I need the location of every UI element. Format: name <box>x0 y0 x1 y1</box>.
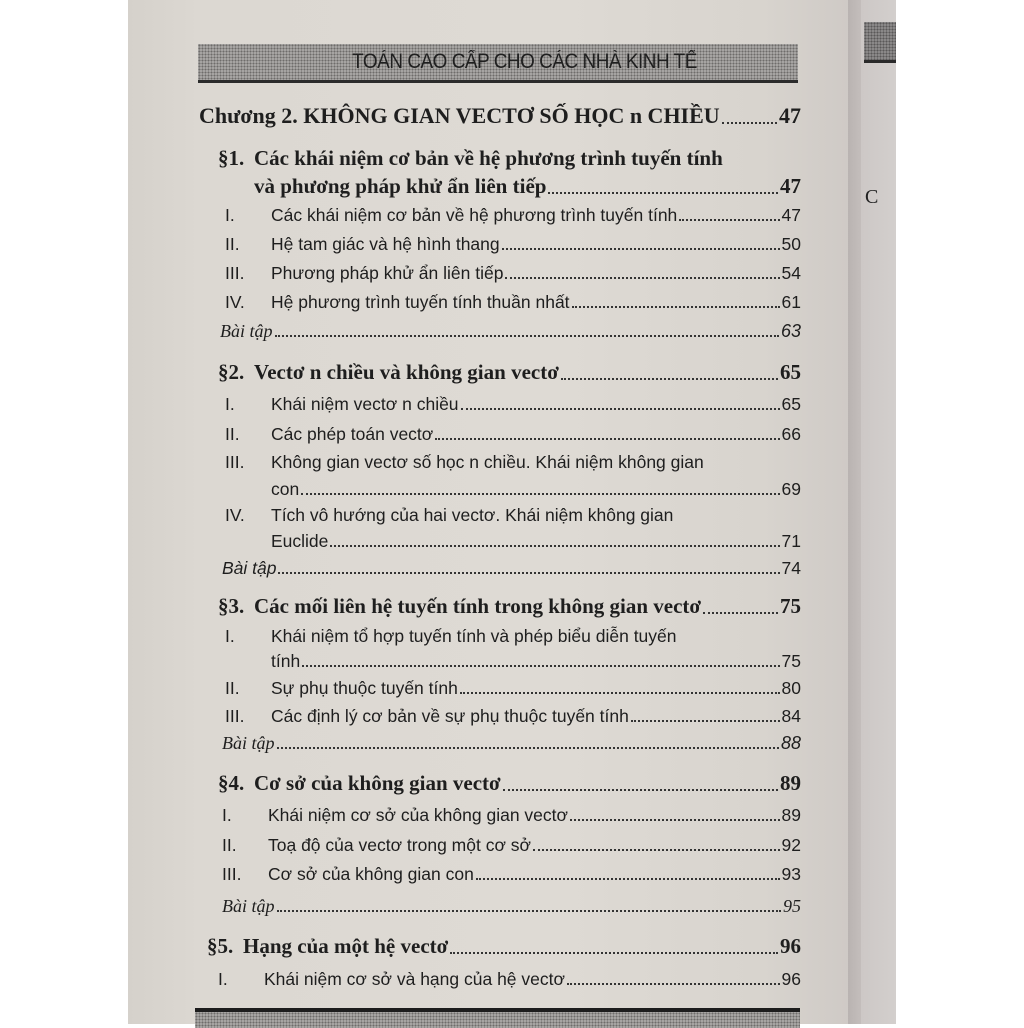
toc-item-line1 <box>225 505 673 526</box>
item-title: Hệ tam giác và hệ hình thang <box>271 234 500 254</box>
page-number: 71 <box>781 531 801 551</box>
item-title: Phương pháp khử ẩn liên tiếp <box>271 263 504 283</box>
toc-item <box>225 292 801 313</box>
item-title: Tích vô hướng của hai vectơ. Khái niệm không gian <box>271 505 674 525</box>
dot-leader <box>277 909 782 912</box>
toc-exercise <box>222 558 801 579</box>
section-number: §1. <box>218 146 245 170</box>
item-title-cont: con <box>271 479 300 499</box>
chapter-title: Chương 2. KHÔNG GIAN VECTƠ SỐ HỌC n CHIỀU <box>199 103 720 128</box>
section-title: Vectơ n chiều và không gian vectơ <box>254 360 559 384</box>
toc-item <box>271 651 801 672</box>
dot-leader <box>548 191 778 194</box>
toc-item-line1 <box>225 452 704 473</box>
page-number: 50 <box>781 234 801 254</box>
dot-leader <box>278 571 779 574</box>
toc-section-4 <box>218 771 801 796</box>
toc-item <box>225 424 801 445</box>
page-number: 80 <box>781 678 801 698</box>
toc-section-3 <box>218 594 801 619</box>
item-title: Toạ độ của vectơ trong một cơ sở <box>268 835 532 855</box>
dot-leader <box>722 121 777 124</box>
running-header-title: TOÁN CAO CẤP CHO CÁC NHÀ KINH TẾ <box>352 50 698 73</box>
dot-leader <box>460 691 780 694</box>
item-title: Không gian vectơ số học n chiều. Khái niệm không gian <box>271 452 704 472</box>
dot-leader <box>476 877 780 880</box>
exercise-label: Bài tập <box>222 733 275 753</box>
item-title: Khái niệm tổ hợp tuyến tính và phép biểu diễn tuyến <box>271 626 677 646</box>
page-number: 74 <box>781 558 801 578</box>
dot-leader <box>533 848 780 851</box>
section-number: §2. <box>218 360 245 384</box>
item-title: Sự phụ thuộc tuyến tính <box>271 678 458 698</box>
toc-section-2 <box>218 360 801 385</box>
toc-item <box>225 234 801 255</box>
dot-leader <box>572 305 780 308</box>
page-number: 63 <box>780 321 801 341</box>
dot-leader <box>450 951 778 954</box>
dot-leader <box>461 407 780 410</box>
item-number: I. <box>218 969 228 989</box>
page-number: 66 <box>781 424 801 444</box>
page-number: 75 <box>780 594 801 618</box>
toc-item <box>225 706 801 727</box>
page-number: 61 <box>781 292 801 312</box>
dot-leader <box>330 544 779 547</box>
dot-leader <box>679 218 779 221</box>
toc-item <box>225 205 801 226</box>
dot-leader <box>570 818 780 821</box>
page-number: 75 <box>781 651 801 671</box>
page-number: 89 <box>781 805 801 825</box>
toc-item <box>222 835 801 856</box>
item-number: I. <box>225 626 235 646</box>
dot-leader <box>561 377 778 380</box>
item-number: I. <box>222 805 232 825</box>
page-number: 95 <box>783 896 801 916</box>
page-number: 89 <box>780 771 801 795</box>
toc-chapter <box>199 103 801 129</box>
item-title: Các định lý cơ bản về sự phụ thuộc tuyến tính <box>271 706 629 726</box>
adjacent-page-fragment: C <box>865 186 879 208</box>
dot-leader <box>505 276 779 279</box>
item-title: Khái niệm vectơ n chiều <box>271 394 459 414</box>
page-number: 69 <box>781 479 801 499</box>
toc-item <box>271 479 801 500</box>
section-title: Hạng của một hệ vectơ <box>243 934 449 958</box>
item-number: III. <box>225 706 245 726</box>
toc-item <box>218 969 801 990</box>
item-number: II. <box>225 678 240 698</box>
page-number: 54 <box>781 263 801 283</box>
item-number: IV. <box>225 505 245 525</box>
item-number: I. <box>225 394 235 414</box>
toc-section-1-line1 <box>218 146 723 171</box>
toc-item <box>225 263 801 284</box>
item-title: Cơ sở của không gian con <box>268 864 474 884</box>
item-number: II. <box>222 835 237 855</box>
toc-item <box>222 805 801 826</box>
dot-leader <box>435 437 779 440</box>
item-number: III. <box>225 452 245 472</box>
next-chapter-band <box>195 1008 800 1028</box>
toc-exercise <box>222 733 801 754</box>
section-title: Các mối liên hệ tuyến tính trong không gian vectơ <box>254 594 702 618</box>
page-number: 47 <box>780 174 801 198</box>
dot-leader <box>502 247 780 250</box>
toc-item <box>222 864 801 885</box>
toc-item <box>225 394 801 415</box>
dot-leader <box>275 334 779 337</box>
toc-exercise <box>222 896 801 917</box>
toc-item <box>225 678 801 699</box>
item-number: II. <box>225 234 240 254</box>
toc-section-5 <box>207 934 801 959</box>
dot-leader <box>503 788 778 791</box>
item-number: II. <box>225 424 240 444</box>
item-title: Hệ phương trình tuyến tính thuần nhất <box>271 292 570 312</box>
section-number: §3. <box>218 594 245 618</box>
exercise-label: Bài tập <box>222 558 277 578</box>
exercise-label: Bài tập <box>222 896 275 916</box>
exercise-label: Bài tập <box>220 321 273 341</box>
item-title: Khái niệm cơ sở và hạng của hệ vectơ <box>264 969 565 989</box>
toc-item <box>271 531 801 552</box>
toc-item-line1 <box>225 626 677 647</box>
item-title: Các khái niệm cơ bản về hệ phương trình tuyến tính <box>271 205 678 225</box>
page-number: 92 <box>781 835 801 855</box>
dot-leader <box>302 664 779 667</box>
dot-leader <box>631 719 780 722</box>
page-number: 47 <box>779 103 801 128</box>
dot-leader <box>301 492 779 495</box>
section-title: Cơ sở của không gian vectơ <box>254 771 501 795</box>
item-number: III. <box>222 864 242 884</box>
item-title-cont: tính <box>271 651 301 671</box>
page-number: 96 <box>780 934 801 958</box>
item-number: I. <box>225 205 235 225</box>
page-number: 88 <box>780 733 801 753</box>
page-number: 93 <box>781 864 801 884</box>
toc-section-1 <box>254 174 801 199</box>
item-title-cont: Euclide <box>271 531 329 551</box>
item-title: Khái niệm cơ sở của không gian vectơ <box>268 805 568 825</box>
page-number: 84 <box>781 706 801 726</box>
item-title: Các phép toán vectơ <box>271 424 434 444</box>
item-number: IV. <box>225 292 245 312</box>
page-number: 65 <box>781 394 801 414</box>
dot-leader <box>567 982 780 985</box>
item-number: III. <box>225 263 245 283</box>
section-number: §5. <box>207 934 234 958</box>
toc-exercise <box>220 321 801 342</box>
section-number: §4. <box>218 771 245 795</box>
page-number: 65 <box>780 360 801 384</box>
page-number: 96 <box>781 969 801 989</box>
section-title: Các khái niệm cơ bản về hệ phương trình tuyến tính <box>254 146 723 170</box>
section-title-cont: và phương pháp khử ẩn liên tiếp <box>254 174 547 198</box>
dot-leader <box>277 746 779 749</box>
page-number: 47 <box>781 205 801 225</box>
dot-leader <box>703 611 778 614</box>
